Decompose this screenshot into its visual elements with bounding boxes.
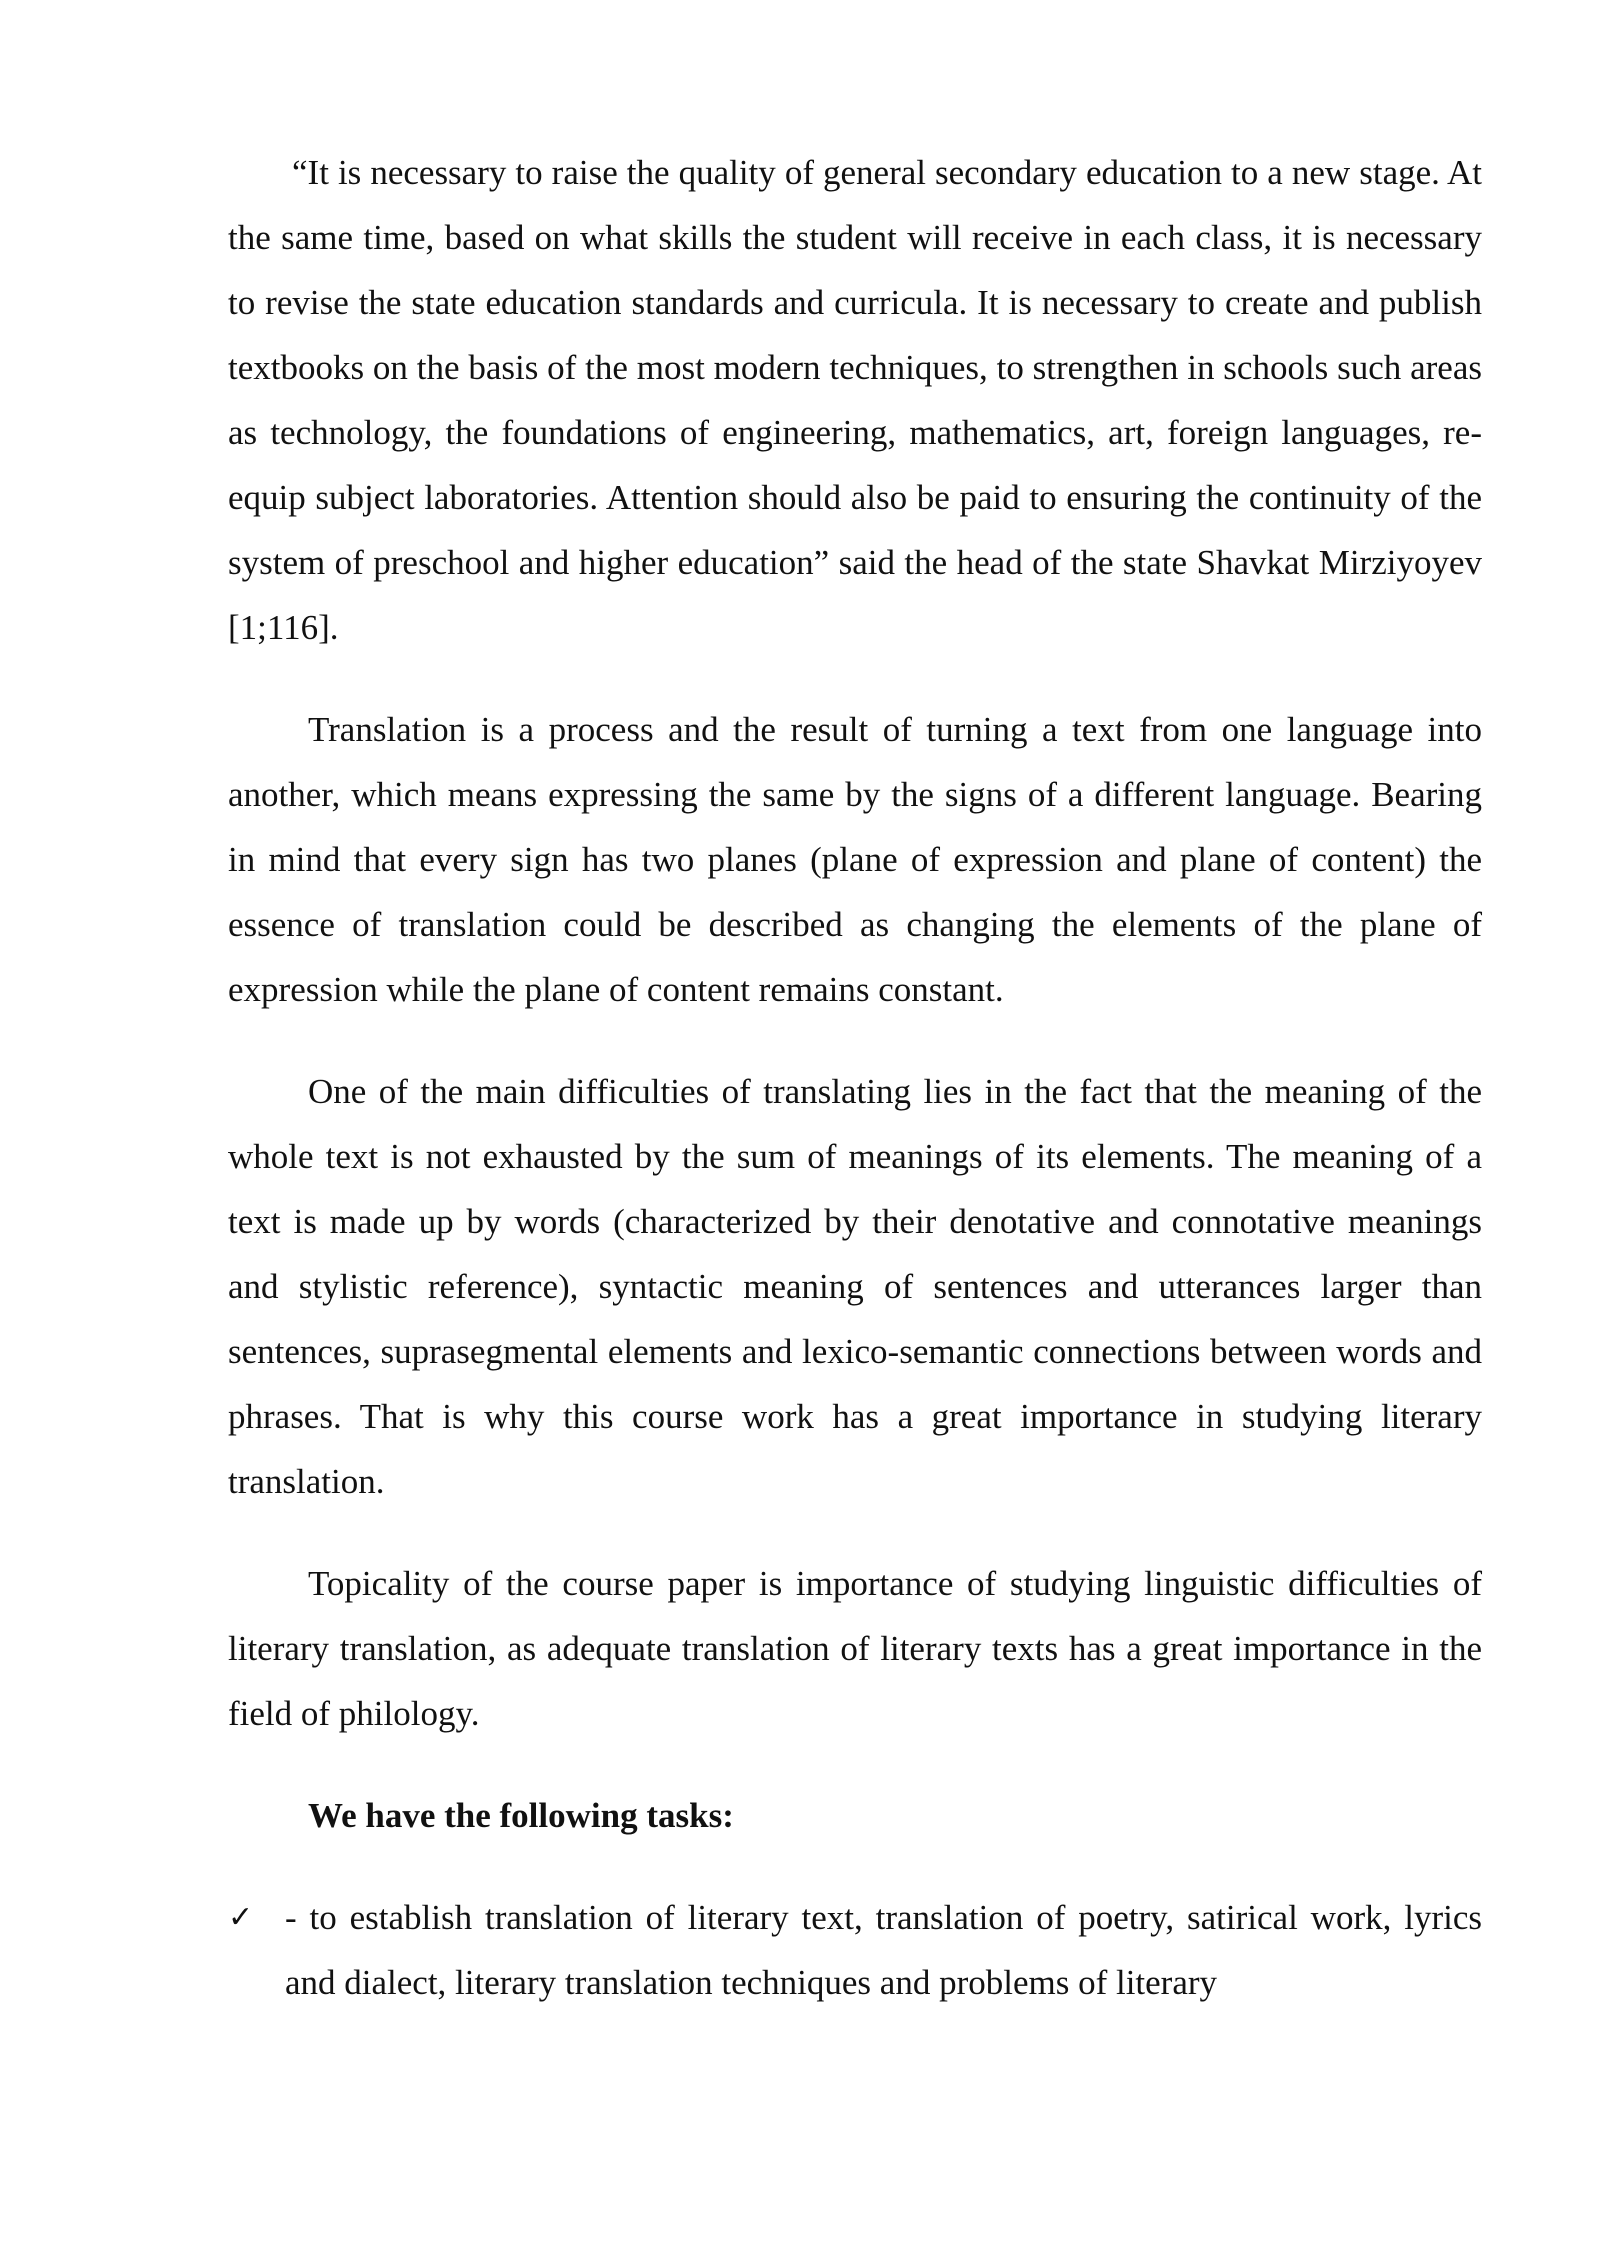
tasks-heading: We have the following tasks:	[308, 1796, 734, 1835]
paragraph-translation-definition: Translation is a process and the result of turning a text from one language into another, which means expressing the same by the signs of a different language. Bearing in mind that every sign has two planes (plane of expression and plane of content) the essence of translation could be described as changing the elements of the plane of expression while the plane of content remains constant.	[228, 710, 1482, 1009]
checkmark-icon: ✓	[228, 1900, 254, 1935]
paragraph-translation-difficulties: One of the main difficulties of translating lies in the fact that the meaning of the whole text is not exhausted by the sum of meanings of its elements. The meaning of a text is made up by words (characterized by their denotative and connotative meanings and stylistic reference), syntactic meaning of sentences and utterances larger than sentences, suprasegmental elements and lexico-semantic connections between words and phrases. That is why this course work has a great importance in studying literary translation.	[228, 1072, 1482, 1501]
document-body	[228, 140, 1482, 2015]
paragraph-quote: “It is necessary to raise the quality of general secondary education to a new stage. At the same time, based on what skills the student will receive in each class, it is necessary to revise the state education standards and curricula. It is necessary to create and publish textbooks on the basis of the most modern techniques, to strengthen in schools such areas as technology, the foundations of engineering, mathematics, art, foreign languages, re-equip subject laboratories. Attention should also be paid to ensuring the continuity of the system of preschool and higher education” said the head of the state Shavkat Mirziyoyev [1;116].	[228, 153, 1482, 647]
list-item	[228, 1885, 1482, 2015]
paragraph-topicality: Topicality of the course paper is importance of studying linguistic difficulties of literary translation, as adequate translation of literary texts has a great importance in the field of philology.	[228, 1564, 1482, 1733]
task-text: - to establish translation of literary text, translation of poetry, satirical work, lyrics and dialect, literary translation techniques and problems of literary	[285, 1898, 1482, 2002]
